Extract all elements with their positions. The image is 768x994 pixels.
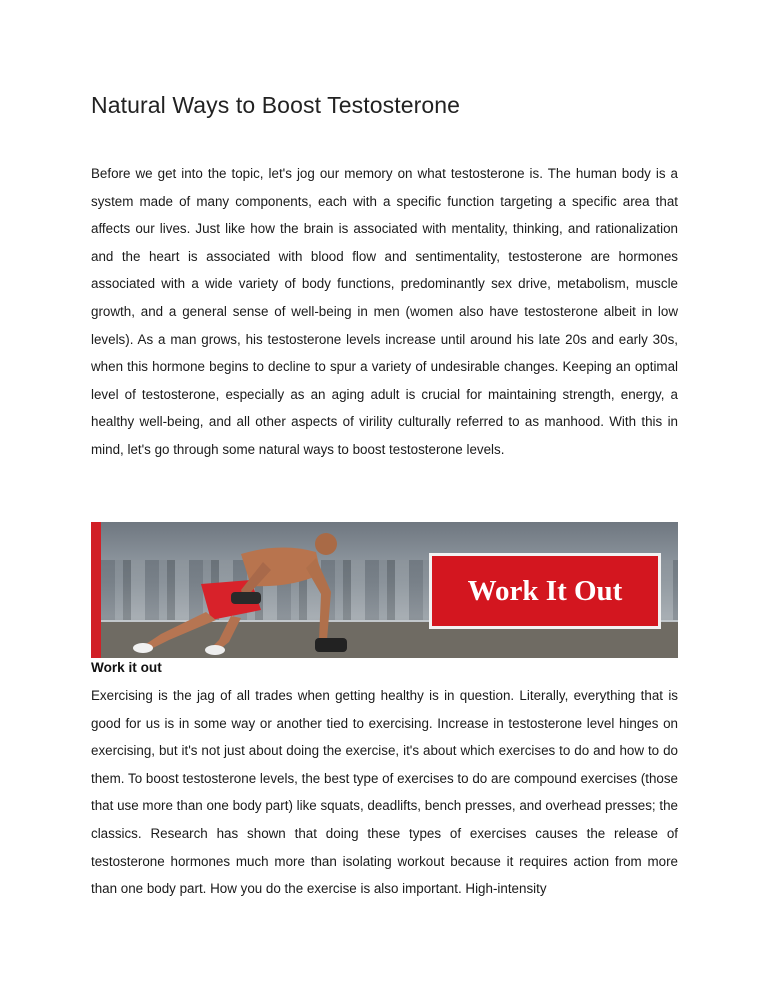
intro-paragraph: Before we get into the topic, let's jog our memory on what testosterone is. The human body is a system made of many components, each with a specific function targeting a specific area that affects our lives. Just like how the brain is associated with mentality, thinking, and rationalization and the heart is associated with blood flow and sentimentality, testosterone are hormones associated with a wide variety of body functions, predominantly sex drive, metabolism, muscle growth, and a general sense of well-being in men (women also have testosterone albeit in low levels). As a man grows, his testosterone levels increase until around his late 20s and early 30s, when this hormone begins to decline to spur a variety of undesirable changes. Keeping an optimal level of testosterone, especially as an aging adult is crucial for maintaining strength, energy, a healthy well-being, and all other aspects of virility culturally referred to as manhood. With this in mind, let's go through some natural ways to boost testosterone levels. <box>91 166 678 457</box>
page-title: Natural Ways to Boost Testosterone <box>91 92 461 118</box>
section-heading: Work it out <box>91 660 162 675</box>
section-paragraph: Exercising is the jag of all trades when getting healthy is in question. Literally, everything that is good for us is in some way or another tied to exercising. Increase in testosterone level hinges on exercising, but it's not just about doing the exercise, it's about which exercises to do and how to do them. To boost testosterone levels, the best type of exercises to do are compound exercises (those that use more than one body part) like squats, deadlifts, bench presses, and overhead presses; the classics. Research has shown that doing these types of exercises causes the release of testosterone hormones much more than isolating workout because it requires action from more than one body part. How you do the exercise is also important. High-intensity <box>91 688 678 897</box>
workout-image <box>91 522 678 658</box>
athlete-figure <box>91 522 421 658</box>
work-it-out-sign: Work It Out <box>429 553 661 629</box>
